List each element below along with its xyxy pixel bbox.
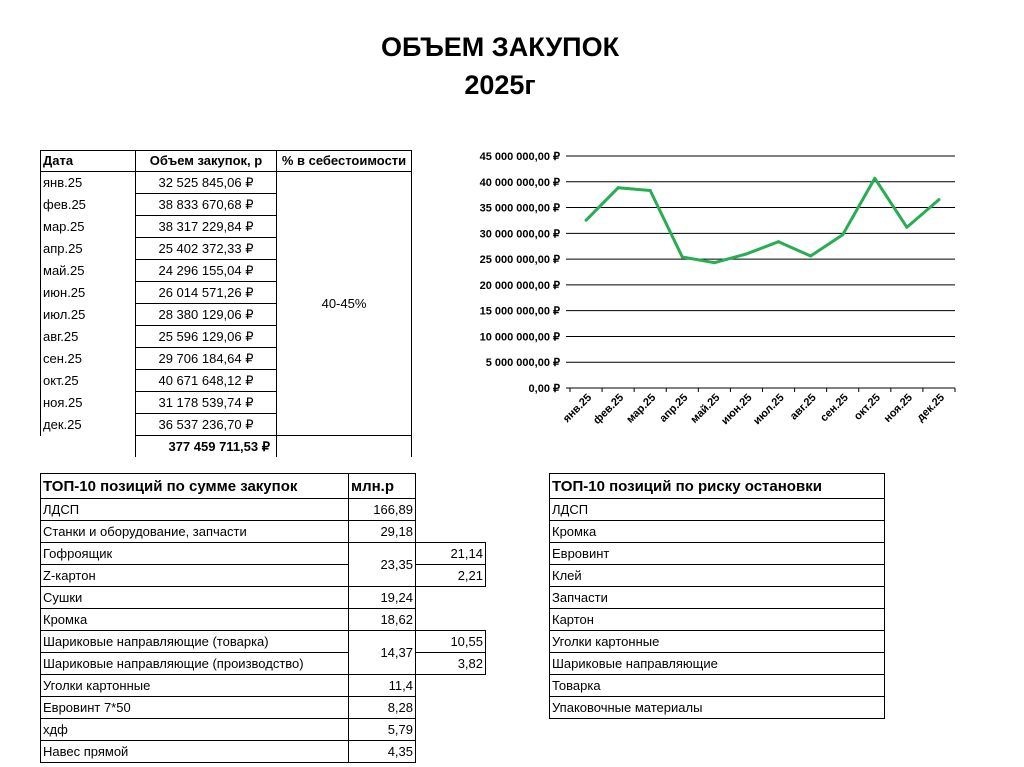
title-line-2: 2025г [464,70,536,100]
item-value: 19,24 [349,587,416,609]
top-sum-table [40,473,486,763]
item-subvalue: 21,14 [416,543,486,565]
amount-cell: 38 833 670,68 ₽ [136,194,277,216]
table-row [550,543,885,565]
item-value: 166,89 [349,499,416,521]
item-name: хдф [41,719,349,741]
item-subvalue: 3,82 [416,653,486,675]
month-cell: авг.25 [41,326,136,348]
data-point [585,219,588,222]
y-tick-label: 20 000 000,00 ₽ [479,279,560,292]
table-row [41,587,486,609]
table-row [41,719,486,741]
risk-item: Шариковые направляющие [550,653,885,675]
y-tick-label: 25 000 000,00 ₽ [479,254,560,267]
data-point [777,240,780,243]
item-value: 23,35 [349,543,416,587]
table-row [41,172,412,194]
table-row [550,675,885,697]
item-value: 18,62 [349,609,416,631]
x-tick-label: апр.25 [657,391,691,425]
risk-item: Товарка [550,675,885,697]
table-header-row [550,474,885,499]
item-value: 4,35 [349,741,416,763]
amount-cell: 25 596 129,06 ₽ [136,326,277,348]
data-point [937,198,940,201]
y-tick-label: 40 000 000,00 ₽ [479,176,560,189]
y-tick-label: 30 000 000,00 ₽ [479,228,560,241]
monthly-table [40,150,412,457]
top-sum-unit-header: млн.р [349,474,416,499]
month-cell: янв.25 [41,172,136,194]
risk-item: ЛДСП [550,499,885,521]
table-row [550,521,885,543]
x-tick-label: май.25 [688,391,723,426]
y-tick-label: 15 000 000,00 ₽ [479,305,560,318]
table-row [550,587,885,609]
month-cell: сен.25 [41,348,136,370]
x-tick-label: дек.25 [914,391,948,425]
table-row [41,631,486,653]
table-row [550,631,885,653]
table-header-row [41,474,486,499]
amount-cell: 29 706 184,64 ₽ [136,348,277,370]
risk-item: Кромка [550,521,885,543]
table-row [550,565,885,587]
data-point [873,177,876,180]
item-value: 5,79 [349,719,416,741]
y-tick-label: 35 000 000,00 ₽ [479,202,560,215]
amount-cell: 31 178 539,74 ₽ [136,392,277,414]
data-point [681,256,684,259]
x-tick-label: июн.25 [719,391,755,428]
item-name: Шариковые направляющие (товарка) [41,631,349,653]
data-point [745,252,748,255]
table-row [41,609,486,631]
table-row [550,499,885,521]
table-row [41,675,486,697]
data-point [809,255,812,258]
item-name: Z-картон [41,565,349,587]
item-name: Шариковые направляющие (производство) [41,653,349,675]
header-date: Дата [41,151,136,172]
y-tick-label: 10 000 000,00 ₽ [479,331,560,344]
data-point [841,233,844,236]
table-row [550,697,885,719]
top-risk-table [549,473,885,719]
header-percent: % в себестоимости [277,151,412,172]
item-value: 14,37 [349,631,416,675]
risk-item: Картон [550,609,885,631]
data-point [617,186,620,189]
month-cell: фев.25 [41,194,136,216]
risk-item: Уголки картонные [550,631,885,653]
month-cell: апр.25 [41,238,136,260]
risk-item: Евровинт [550,543,885,565]
header-amount: Объем закупок, р [136,151,277,172]
purchases-line-chart [440,140,970,470]
amount-cell: 36 537 236,70 ₽ [136,414,277,436]
table-row [41,499,486,521]
table-row [41,543,486,565]
x-tick-label: мар.25 [624,391,659,426]
y-tick-label: 45 000 000,00 ₽ [479,151,560,163]
item-name: Гофроящик [41,543,349,565]
month-cell: ноя.25 [41,392,136,414]
item-name: Сушки [41,587,349,609]
month-cell: май.25 [41,260,136,282]
table-row [41,697,486,719]
item-name: Кромка [41,609,349,631]
risk-item: Упаковочные материалы [550,697,885,719]
table-row [550,653,885,675]
item-value: 29,18 [349,521,416,543]
month-cell: мар.25 [41,216,136,238]
item-value: 11,4 [349,675,416,697]
item-name: Уголки картонные [41,675,349,697]
total-row [41,436,412,458]
table-row [41,565,486,587]
y-tick-label: 0,00 ₽ [528,383,560,395]
series-line [586,178,939,262]
x-tick-label: фев.25 [591,391,627,427]
x-tick-label: авг.25 [787,391,819,423]
amount-cell: 24 296 155,04 ₽ [136,260,277,282]
x-tick-label: янв.25 [560,391,595,425]
risk-item: Запчасти [550,587,885,609]
amount-cell: 32 525 845,06 ₽ [136,172,277,194]
item-name: Евровинт 7*50 [41,697,349,719]
percent-cell: 40-45% [277,172,412,436]
month-cell: июн.25 [41,282,136,304]
x-tick-label: ноя.25 [881,391,915,425]
x-tick-label: июл.25 [751,391,787,428]
amount-cell: 28 380 129,06 ₽ [136,304,277,326]
table-row [41,521,486,543]
page-title [0,28,1000,104]
x-tick-label: сен.25 [818,391,851,425]
top-sum-header: ТОП-10 позиций по сумме закупок [41,474,349,499]
data-point [649,189,652,192]
item-name: Навес прямой [41,741,349,763]
table-row [41,741,486,763]
total-amount: 377 459 711,53 ₽ [136,436,277,458]
item-subvalue: 2,21 [416,565,486,587]
item-name: ЛДСП [41,499,349,521]
month-cell: дек.25 [41,414,136,436]
data-point [905,226,908,229]
amount-cell: 38 317 229,84 ₽ [136,216,277,238]
table-row [550,609,885,631]
item-value: 8,28 [349,697,416,719]
title-line-1: ОБЪЕМ ЗАКУПОК [380,32,620,62]
amount-cell: 40 671 648,12 ₽ [136,370,277,392]
amount-cell: 25 402 372,33 ₽ [136,238,277,260]
table-header-row [41,151,412,172]
x-tick-label: окт.25 [851,391,883,423]
top-risk-header: ТОП-10 позиций по риску остановки [550,474,885,499]
risk-item: Клей [550,565,885,587]
table-row [41,653,486,675]
item-subvalue: 10,55 [416,631,486,653]
item-name: Станки и оборудование, запчасти [41,521,349,543]
amount-cell: 26 014 571,26 ₽ [136,282,277,304]
month-cell: июл.25 [41,304,136,326]
y-tick-label: 5 000 000,00 ₽ [485,357,560,370]
month-cell: окт.25 [41,370,136,392]
data-point [713,261,716,264]
